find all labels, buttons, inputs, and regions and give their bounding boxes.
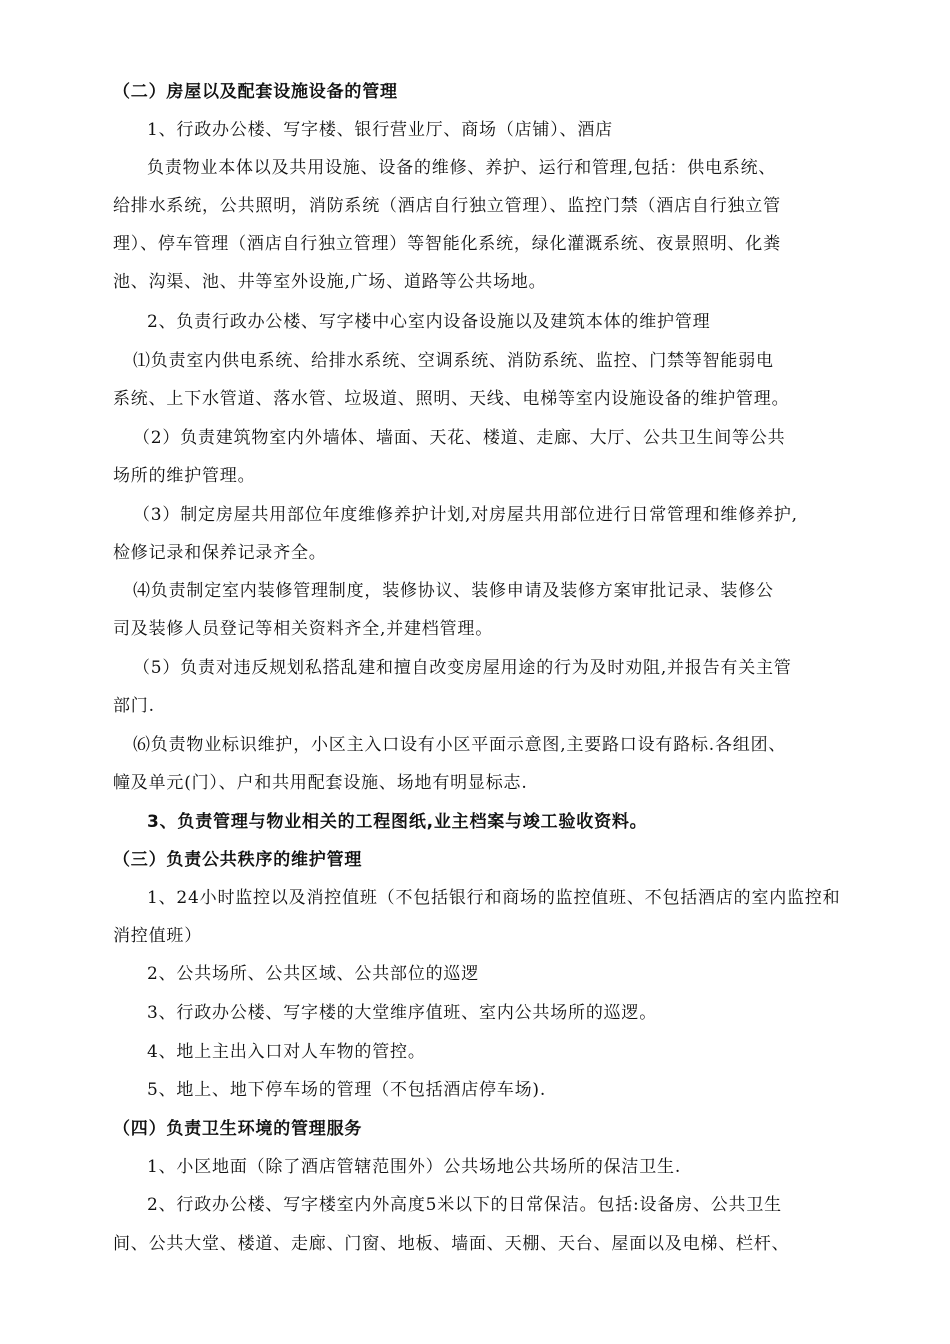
list-item: 4、地上主出入口对人车物的管控。 (147, 1042, 426, 1062)
paragraph-line: ⑷负责制定室内装修管理制度，装修协议、装修申请及装修方案审批记录、装修公 (133, 581, 774, 601)
paragraph-line: 系统、上下水管道、落水管、垃圾道、照明、天线、电梯等室内设施设备的维护管理。 (113, 389, 790, 409)
paragraph-line: 场所的维护管理。 (113, 466, 256, 486)
paragraph-line: 负责物业本体以及共用设施、设备的维修、养护、运行和管理,包括：供电系统、 (147, 158, 777, 178)
item-3-heading: 3、负责管理与物业相关的工程图纸,业主档案与竣工验收资料。 (147, 812, 648, 832)
paragraph-line: 检修记录和保养记录齐全。 (113, 543, 327, 563)
paragraph-line: 给排水系统，公共照明，消防系统（酒店自行独立管理）、监控门禁（酒店自行独立管 (113, 196, 781, 216)
paragraph-line: 间、公共大堂、楼道、走廊、门窗、地板、墙面、天棚、天台、屋面以及电梯、栏杆、 (113, 1234, 790, 1254)
paragraph-line: 幢及单元(门）、户和共用配套设施、场地有明显标志. (113, 773, 528, 793)
paragraph-line: 部门. (113, 696, 155, 716)
paragraph-line: （2）负责建筑物室内外墙体、墙面、天花、楼道、走廊、大厅、公共卫生间等公共 (133, 428, 786, 448)
paragraph-line: ⑹负责物业标识维护，小区主入口设有小区平面示意图,主要路口设有路标.各组团、 (133, 735, 787, 755)
paragraph-line: 2、行政办公楼、写字楼室内外高度5米以下的日常保洁。包括:设备房、公共卫生 (147, 1195, 782, 1215)
paragraph-line: ⑴负责室内供电系统、给排水系统、空调系统、消防系统、监控、门禁等智能弱电 (133, 351, 774, 371)
paragraph-line: 池、沟渠、池、井等室外设施,广场、道路等公共场地。 (113, 272, 547, 292)
item-2-heading: 2、负责行政办公楼、写字楼中心室内设备设施以及建筑本体的维护管理 (147, 312, 711, 332)
section-heading-2: （二）房屋以及配套设施设备的管理 (113, 82, 398, 102)
paragraph-line: 消控值班） (113, 926, 202, 946)
list-item: 5、地上、地下停车场的管理（不包括酒店停车场). (147, 1080, 547, 1100)
list-item: 1、小区地面（除了酒店管辖范围外）公共场地公共场所的保洁卫生. (147, 1157, 682, 1177)
paragraph-line: 1、24小时监控以及消控值班（不包括银行和商场的监控值班、不包括酒店的室内监控和 (147, 888, 841, 908)
paragraph-line: （5）负责对违反规划私搭乱建和擅自改变房屋用途的行为及时劝阻,并报告有关主管 (133, 658, 792, 678)
paragraph-line: 理）、停车管理（酒店自行独立管理）等智能化系统，绿化灌溉系统、夜景照明、化粪 (113, 234, 781, 254)
section-heading-3: （三）负责公共秩序的维护管理 (113, 850, 363, 870)
paragraph-line: 司及装修人员登记等相关资料齐全,并建档管理。 (113, 619, 494, 639)
list-item: 3、行政办公楼、写字楼的大堂维序值班、室内公共场所的巡逻。 (147, 1003, 658, 1023)
section-heading-4: （四）负责卫生环境的管理服务 (113, 1119, 363, 1139)
item-1-heading: 1、行政办公楼、写字楼、银行营业厅、商场（店铺）、酒店 (147, 120, 613, 140)
paragraph-line: （3）制定房屋共用部位年度维修养护计划,对房屋共用部位进行日常管理和维修养护, (133, 505, 798, 525)
list-item: 2、公共场所、公共区域、公共部位的巡逻 (147, 964, 480, 984)
